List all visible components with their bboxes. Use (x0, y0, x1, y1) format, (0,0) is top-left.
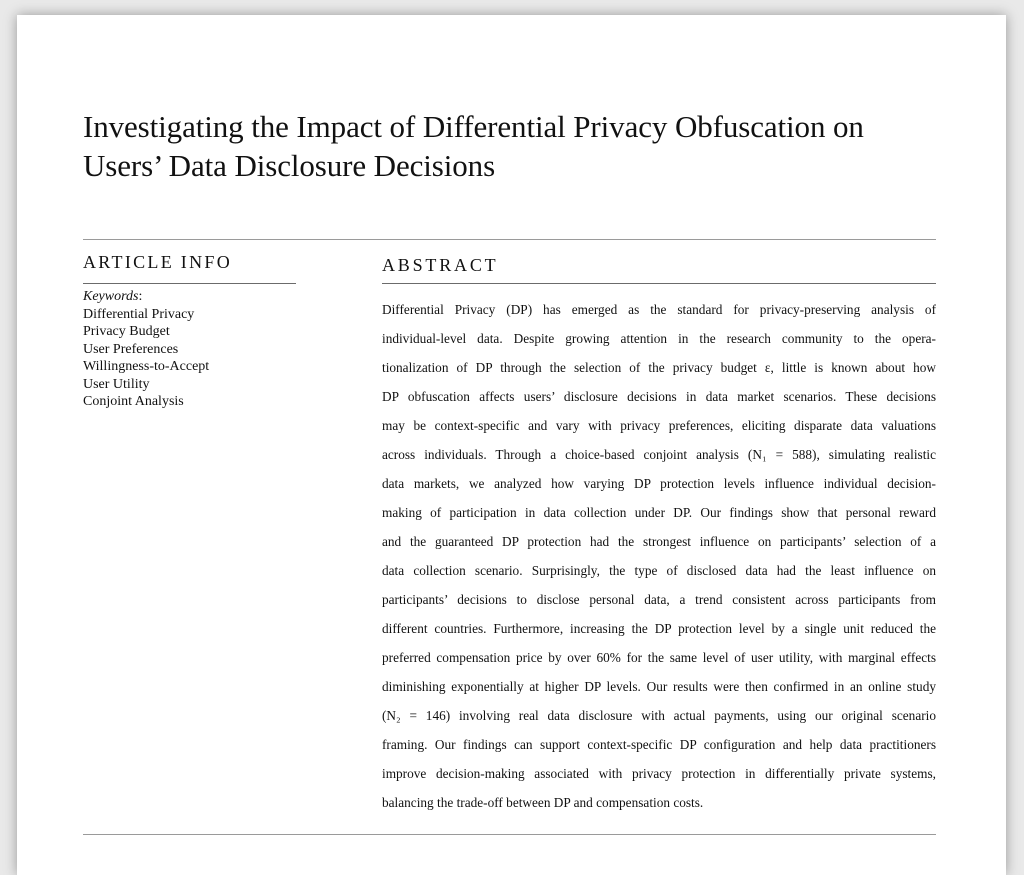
abstract-line: (N₂ = 146) involving real data disclosure with actual payments, using our original scenario (382, 708, 936, 723)
keywords-label-row: Keywords: (83, 289, 143, 304)
paper-title (83, 107, 943, 185)
keyword-item: Privacy Budget (83, 324, 170, 339)
paper-title-line-2: Users’ Data Disclosure Decisions (83, 148, 496, 183)
bottom-divider (83, 834, 936, 835)
keyword-item: Conjoint Analysis (83, 394, 184, 409)
paper-title-line-1: Investigating the Impact of Differential Privacy Obfuscation on (83, 109, 864, 144)
abstract-line: different countries. Furthermore, increasing the DP protection level by a single unit reduced the (382, 621, 936, 636)
keywords-label: Keywords (83, 289, 139, 304)
abstract-line: tionalization of DP through the selection of the privacy budget ε, little is known about how (382, 360, 936, 375)
abstract-line: DP obfuscation affects users’ disclosure decisions in data market scenarios. These decisions (382, 389, 936, 404)
abstract-line: and the guaranteed DP protection had the strongest influence on participants’ selection of a (382, 534, 936, 549)
abstract-line: balancing the trade-off between DP and compensation costs. (382, 795, 704, 810)
abstract-line: preferred compensation price by over 60% for the same level of user utility, with marginal effects (382, 650, 936, 665)
abstract-line: data markets, we analyzed how varying DP protection levels influence individual decision- (382, 476, 936, 491)
abstract-heading: ABSTRACT (382, 255, 499, 275)
keyword-item: User Preferences (83, 341, 179, 357)
abstract-line: across individuals. Through a choice-based conjoint analysis (N₁ = 588), simulating realistic (382, 447, 936, 462)
abstract-line: framing. Our findings can support context-specific DP configuration and help data practitioners (382, 737, 936, 752)
abstract-line: data collection scenario. Surprisingly, the type of disclosed data had the least influence on (382, 563, 936, 578)
article-info-divider (83, 283, 296, 284)
abstract-line: participants’ decisions to disclose personal data, a trend consistent across participants from (382, 592, 936, 607)
article-info-heading: ARTICLE INFO (83, 252, 233, 272)
abstract-line: Differential Privacy (DP) has emerged as the standard for privacy-preserving analysis of (382, 302, 936, 317)
paper-page (17, 15, 1006, 875)
abstract-line: making of participation in data collection under DP. Our findings show that personal reward (382, 505, 936, 520)
abstract-body (382, 295, 936, 817)
top-divider (83, 239, 936, 240)
abstract-line: may be context-specific and vary with privacy preferences, eliciting disparate data valuations (382, 418, 936, 433)
abstract-line: improve decision-making associated with privacy protection in differentially private systems, (382, 766, 936, 781)
abstract-line: diminishing exponentially at higher DP levels. Our results were then confirmed in an online study (382, 679, 936, 694)
abstract-line: individual-level data. Despite growing attention in the research community to the opera- (382, 331, 936, 346)
keyword-item: Willingness-to-Accept (83, 359, 210, 374)
keyword-item: User Utility (83, 376, 150, 392)
keywords-block (83, 288, 313, 411)
abstract-divider (382, 283, 936, 284)
keyword-item: Differential Privacy (83, 306, 195, 322)
